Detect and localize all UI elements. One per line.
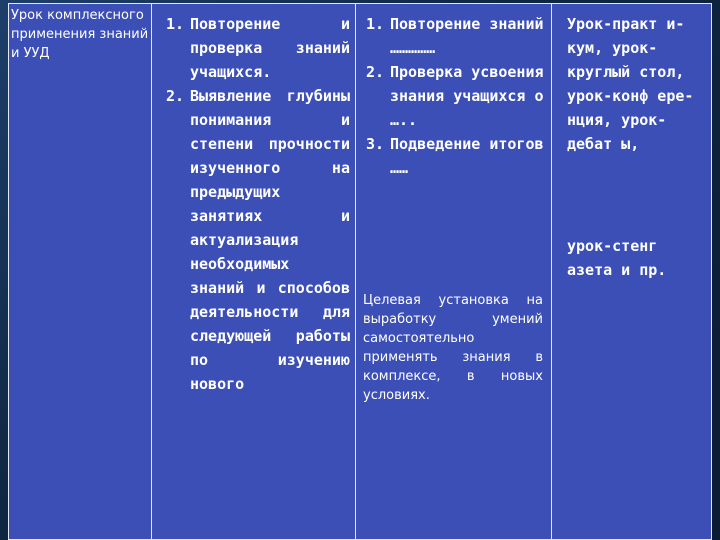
lesson-table [8,3,712,540]
structure-number-3: 3. [366,135,385,153]
structure-item-2 [366,60,544,132]
lesson-structure-cell [356,4,552,539]
lesson-stages-cell [152,4,356,539]
structure-list [366,12,544,180]
structure-number-2: 2. [366,63,385,81]
lesson-forms-cell [552,4,712,539]
stage-text-2: Выявление глубины понимания и степени прочности изученного на предыдущих занятиях и актуализация необходимых знаний и способов деятельности для следующей работы по изучению нового [190,87,350,393]
lesson-type-title: Урок комплексного применения знаний и УУД [11,8,149,61]
forms-text-1: Урок-практ и-кум, урок- круглый стол, урок-конф ере-нция, урок-дебат ы, [567,15,694,153]
structure-item-3 [366,132,544,180]
structure-text-1: Повторение знаний …………… [390,15,544,57]
stage-item-2 [166,84,350,396]
structure-text-2: Проверка усвоения знания учащихся о ….. [390,63,544,129]
goal-text: Целевая установка на выработку умений самостоятельно применять знания в комплексе, в новых условиях. [363,293,543,403]
structure-number-1: 1. [366,15,385,33]
lesson-type-cell [9,4,152,539]
stage-number-2: 2. [166,87,185,105]
stages-list [166,12,350,396]
structure-item-1 [366,12,544,60]
stage-item-1 [166,12,350,84]
stage-number-1: 1. [166,15,185,33]
stage-text-1: Повторение и проверка знаний учащихся. [190,15,350,81]
structure-text-3: Подведение итогов …… [390,135,544,177]
forms-text-2: урок-стенг азета и пр. [567,237,667,279]
